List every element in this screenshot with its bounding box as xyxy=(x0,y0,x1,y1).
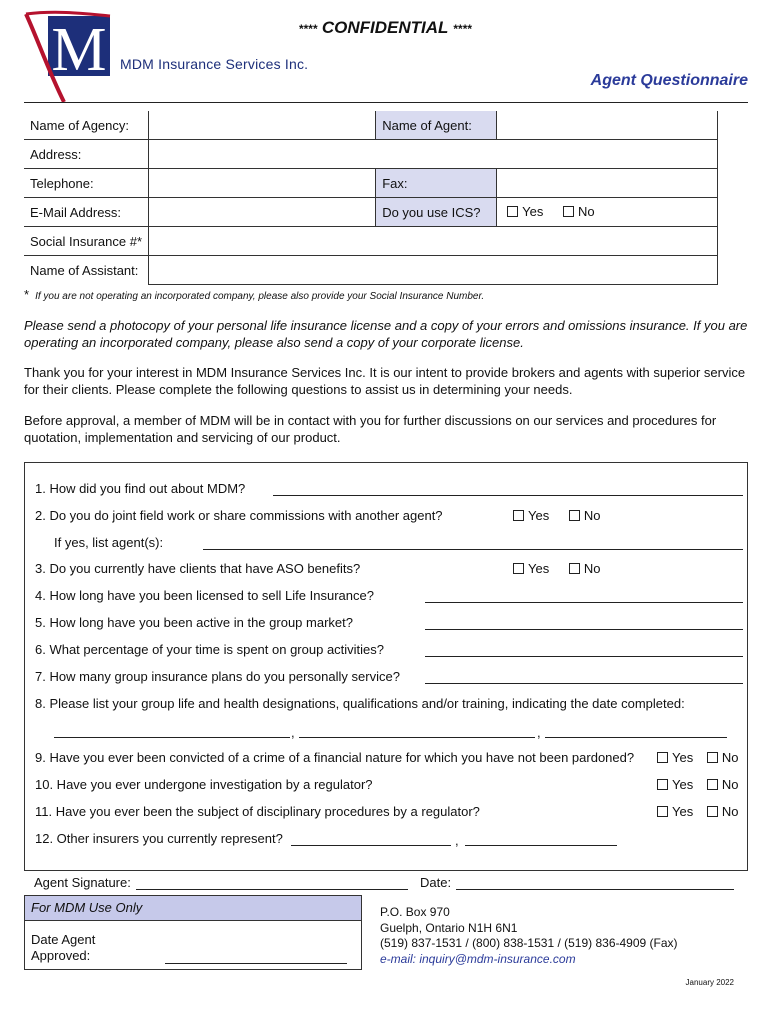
address-input[interactable] xyxy=(149,140,718,169)
q10-no-checkbox[interactable]: No xyxy=(707,777,739,792)
checkbox-icon xyxy=(569,563,580,574)
checkbox-icon xyxy=(707,779,718,790)
telephone-label: Telephone: xyxy=(24,169,149,198)
form-title: Agent Questionnaire xyxy=(590,72,748,89)
mdm-use-header: For MDM Use Only xyxy=(24,895,362,921)
question-7: 7. How many group insurance plans do you personally service? xyxy=(35,669,400,684)
ics-no-checkbox[interactable]: No xyxy=(563,204,595,219)
confidential-banner: **** CONFIDENTIAL **** xyxy=(298,18,472,37)
q11-yes-checkbox[interactable]: Yes xyxy=(657,804,693,819)
agent-signature-line[interactable] xyxy=(136,889,408,890)
telephone-input[interactable] xyxy=(149,169,376,198)
q3-options xyxy=(513,561,616,577)
mdm-use-body xyxy=(24,920,362,970)
email-link[interactable]: e-mail: inquiry@mdm-insurance.com xyxy=(380,951,576,966)
checkbox-icon xyxy=(657,779,668,790)
q7-answer-line[interactable] xyxy=(425,683,743,684)
question-1: 1. How did you find out about MDM? xyxy=(35,481,246,496)
checkbox-icon xyxy=(707,752,718,763)
q2b-answer-line[interactable] xyxy=(203,549,743,550)
checkbox-icon xyxy=(707,806,718,817)
sin-label: Social Insurance #* xyxy=(24,227,149,256)
date-label: Date: xyxy=(420,875,452,890)
q6-answer-line[interactable] xyxy=(425,656,743,657)
assistant-input[interactable] xyxy=(149,256,718,285)
applicant-info-table xyxy=(24,111,718,285)
q8-answer-line-1[interactable] xyxy=(54,737,290,738)
fax-label: Fax: xyxy=(376,169,497,198)
checkbox-icon xyxy=(513,563,524,574)
agent-input[interactable] xyxy=(497,111,718,140)
q11-options xyxy=(657,804,738,820)
assistant-label: Name of Assistant: xyxy=(24,256,149,285)
address-label: Address: xyxy=(24,140,149,169)
q11-no-checkbox[interactable]: No xyxy=(707,804,739,819)
q9-no-checkbox[interactable]: No xyxy=(707,750,739,765)
question-2b: If yes, list agent(s): xyxy=(54,535,164,550)
ics-options xyxy=(497,198,718,227)
q1-answer-line[interactable] xyxy=(273,495,743,496)
license-instructions: Please send a photocopy of your personal life insurance license and a copy of your errors and omissions insurance. If you are operating an incorporated company, please also send a copy of your corporate license. xyxy=(24,318,748,350)
date-agent-approved-label: Date Agent Approved: xyxy=(31,932,96,963)
intro-paragraph: Thank you for your interest in MDM Insurance Services Inc. It is our intent to provide brokers and agents with superior service for their clients. Please complete the following questions to assist us in determining your needs. xyxy=(24,365,746,397)
header-rule xyxy=(24,102,748,103)
approval-paragraph: Before approval, a member of MDM will be in contact with you for further discussions on our services and procedures for quotation, implementation and servicing of our product. xyxy=(24,413,717,445)
q10-yes-checkbox[interactable]: Yes xyxy=(657,777,693,792)
q2-no-checkbox[interactable]: No xyxy=(569,508,601,523)
company-name: MDM Insurance Services Inc. xyxy=(120,56,309,72)
checkbox-icon xyxy=(569,510,580,521)
q2-yes-checkbox[interactable]: Yes xyxy=(513,508,549,523)
q4-answer-line[interactable] xyxy=(425,602,743,603)
q2-options xyxy=(513,508,616,524)
q10-options xyxy=(657,777,738,793)
fax-input[interactable] xyxy=(497,169,718,198)
checkbox-icon xyxy=(507,206,518,217)
q8-answer-line-2[interactable] xyxy=(299,737,535,738)
checkbox-icon xyxy=(657,806,668,817)
email-input[interactable] xyxy=(149,198,376,227)
comma: , xyxy=(291,725,295,740)
question-11: 11. Have you ever been the subject of disciplinary procedures by a regulator? xyxy=(35,804,480,819)
questions-box xyxy=(24,462,748,871)
question-4: 4. How long have you been licensed to sell Life Insurance? xyxy=(35,588,374,603)
agent-signature-label: Agent Signature: xyxy=(34,875,131,890)
question-3: 3. Do you currently have clients that have ASO benefits? xyxy=(35,561,361,576)
q9-yes-checkbox[interactable]: Yes xyxy=(657,750,693,765)
mdm-address: P.O. Box 970 Guelph, Ontario N1H 6N1 (519) 837-1531 / (800) 838-1531 / (519) 836-4909 (Fax) e-mail: inquiry@mdm-insurance.com xyxy=(380,905,678,966)
question-10: 10. Have you ever undergone investigation by a regulator? xyxy=(35,777,373,792)
agency-label: Name of Agency: xyxy=(24,111,149,140)
q9-options xyxy=(657,750,738,766)
approval-date-line[interactable] xyxy=(165,963,347,964)
agent-label: Name of Agent: xyxy=(376,111,497,140)
question-9: 9. Have you ever been convicted of a crime of a financial nature for which you have not been pardoned? xyxy=(35,750,635,765)
q3-no-checkbox[interactable]: No xyxy=(569,561,601,576)
q12-answer-line-2[interactable] xyxy=(465,845,617,846)
question-6: 6. What percentage of your time is spent on group activities? xyxy=(35,642,385,657)
sin-input[interactable] xyxy=(149,227,718,256)
logo-letter: M xyxy=(51,16,107,84)
ics-label: Do you use ICS? xyxy=(376,198,497,227)
q8-answer-line-3[interactable] xyxy=(545,737,727,738)
revision-date: January 2022 xyxy=(685,978,734,987)
question-2: 2. Do you do joint field work or share commissions with another agent? xyxy=(35,508,443,523)
sin-footnote: * If you are not operating an incorporated company, please also provide your Social Insurance Number. xyxy=(24,287,485,302)
comma: , xyxy=(537,725,541,740)
checkbox-icon xyxy=(513,510,524,521)
comma: , xyxy=(455,833,459,848)
question-8: 8. Please list your group life and health designations, qualifications and/or training, indicating the date completed: xyxy=(35,696,685,711)
q5-answer-line[interactable] xyxy=(425,629,743,630)
agency-input[interactable] xyxy=(149,111,376,140)
email-label: E-Mail Address: xyxy=(24,198,149,227)
ics-yes-checkbox[interactable]: Yes xyxy=(507,204,543,219)
date-line[interactable] xyxy=(456,889,734,890)
checkbox-icon xyxy=(563,206,574,217)
checkbox-icon xyxy=(657,752,668,763)
question-5: 5. How long have you been active in the group market? xyxy=(35,615,353,630)
q12-answer-line-1[interactable] xyxy=(291,845,451,846)
question-12: 12. Other insurers you currently represent? xyxy=(35,831,283,846)
q3-yes-checkbox[interactable]: Yes xyxy=(513,561,549,576)
